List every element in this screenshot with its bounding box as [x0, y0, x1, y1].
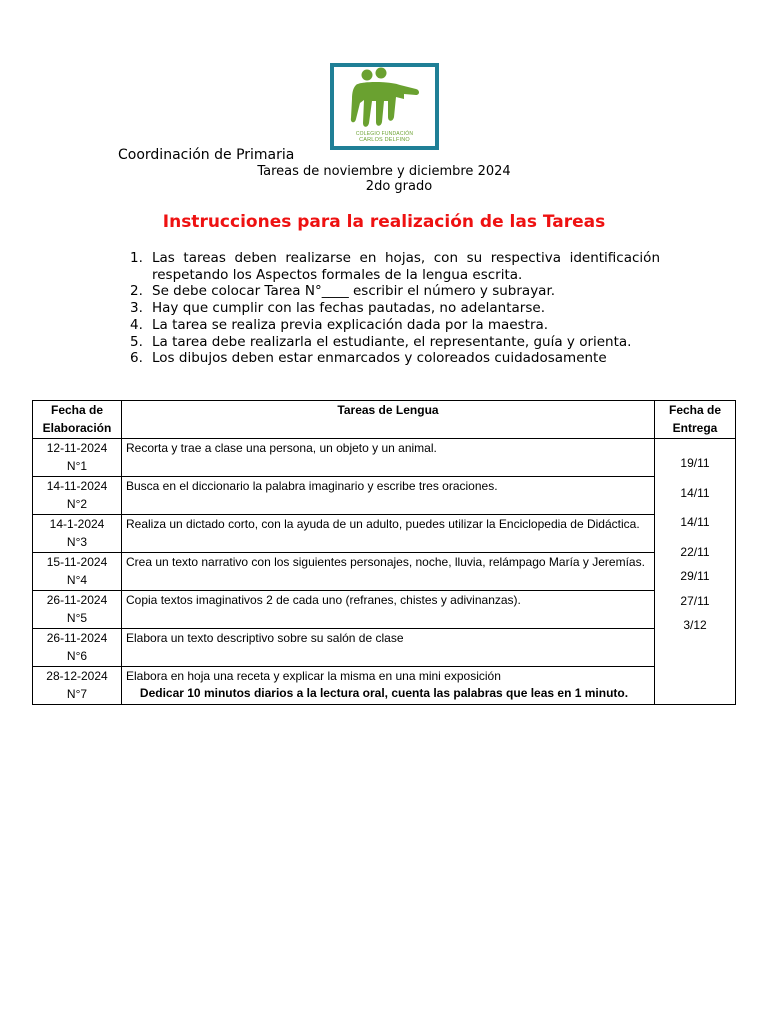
elaboration-date: 14-1-2024	[49, 517, 105, 531]
task-description: Busca en el diccionario la palabra imaginario y escribe tres oraciones.	[122, 477, 655, 515]
task-number: N°5	[66, 610, 88, 625]
delivery-date: 3/12	[683, 618, 707, 632]
task-description: Elabora en hoja una receta y explicar la misma en una mini exposición	[122, 667, 655, 705]
elaboration-date: 28-12-2024	[46, 669, 108, 683]
grade-text: 2do grado	[365, 179, 433, 194]
instruction-item	[130, 300, 660, 317]
elaboration-date: 14-11-2024	[46, 479, 108, 493]
table-row	[33, 477, 736, 515]
instruction-item	[130, 334, 660, 351]
delivery-dates-cell	[655, 439, 736, 705]
instruction-number: 2.	[130, 283, 143, 300]
delivery-date: 14/11	[680, 485, 710, 500]
subtitle-block	[0, 164, 768, 194]
instruction-text: Hay que cumplir con las fechas pautadas, no adelantarse.	[152, 300, 545, 317]
footer-note: Dedicar 10 minutos diarios a la lectura oral, cuenta las palabras que leas en 1 minuto.	[139, 686, 629, 700]
instruction-item	[130, 350, 660, 367]
page-title: Instrucciones para la realización de las Tareas	[162, 212, 606, 232]
task-description: Crea un texto narrativo con los siguientes personajes, noche, lluvia, relámpago María y Jeremías.	[122, 553, 655, 591]
logo-text-line2: CARLOS DELFINO	[359, 137, 410, 143]
elaboration-date: 15-11-2024	[46, 555, 108, 569]
task-number: N°6	[66, 648, 88, 663]
elaboration-date: 26-11-2024	[46, 593, 108, 607]
instruction-number: 6.	[130, 350, 143, 367]
tasks-table-body	[33, 439, 736, 705]
elaboration-date: 12-11-2024	[46, 441, 108, 455]
elaboration-date: 26-11-2024	[46, 631, 108, 645]
instruction-item	[130, 250, 660, 283]
table-row	[33, 515, 736, 553]
tasks-table	[32, 400, 736, 705]
task-number: N°1	[66, 458, 88, 473]
instruction-number: 3.	[130, 300, 143, 317]
task-description: Realiza un dictado corto, con la ayuda de un adulto, puedes utilizar la Enciclopedia de Didáctica.	[122, 515, 655, 553]
elaboration-date-cell	[33, 439, 122, 477]
elaboration-date-cell	[33, 553, 122, 591]
instruction-number: 4.	[130, 316, 143, 333]
task-number: N°2	[66, 496, 88, 511]
school-logo	[330, 63, 439, 150]
elaboration-date-cell	[33, 477, 122, 515]
delivery-date: 22/11	[680, 544, 710, 559]
task-description: Recorta y trae a clase una persona, un objeto y un animal.	[122, 439, 655, 477]
instruction-text: Se debe colocar Tarea N°____ escribir el número y subrayar.	[152, 283, 556, 300]
logo-text-line1: COLEGIO FUNDACIÓN	[355, 131, 414, 137]
task-number: N°7	[66, 686, 88, 701]
header-tareas-lengua: Tareas de Lengua	[122, 401, 655, 439]
elaboration-date-cell	[33, 515, 122, 553]
delivery-date: 14/11	[680, 515, 710, 529]
instruction-item	[130, 317, 660, 334]
task-description: Elabora un texto descriptivo sobre su salón de clase	[122, 629, 655, 667]
instruction-number: 1.	[130, 250, 143, 266]
coordination-label: Coordinación de Primaria	[118, 147, 295, 163]
delivery-date: 19/11	[680, 456, 710, 470]
table-row	[33, 439, 736, 477]
subtitle-text: Tareas de noviembre y diciembre 2024	[257, 164, 511, 179]
instruction-text: Las tareas deben realizarse en hojas, con su respectiva identificación respetando los Aspectos formales de la lengua escrita.	[152, 250, 660, 283]
elaboration-date-cell	[33, 629, 122, 667]
delivery-date: 29/11	[680, 569, 710, 583]
table-row	[33, 553, 736, 591]
header-fecha-entrega: Fecha de Entrega	[655, 401, 736, 439]
delivery-date: 27/11	[680, 593, 710, 608]
elaboration-date-cell	[33, 591, 122, 629]
task-number: N°4	[66, 572, 88, 587]
instruction-text: La tarea debe realizarla el estudiante, el representante, guía y orienta.	[152, 333, 632, 350]
instruction-text: La tarea se realiza previa explicación dada por la maestra.	[152, 316, 549, 333]
table-row	[33, 629, 736, 667]
instruction-item	[130, 283, 660, 300]
instruction-number: 5.	[130, 333, 143, 350]
task-description: Copia textos imaginativos 2 de cada uno (refranes, chistes y adivinanzas).	[122, 591, 655, 629]
table-header-row	[33, 401, 736, 439]
header-fecha-elaboracion: Fecha de Elaboración	[33, 401, 122, 439]
instruction-text: Los dibujos deben estar enmarcados y coloreados cuidadosamente	[152, 350, 607, 367]
task-number: N°3	[66, 534, 88, 549]
table-row	[33, 591, 736, 629]
instructions-list	[130, 250, 660, 367]
